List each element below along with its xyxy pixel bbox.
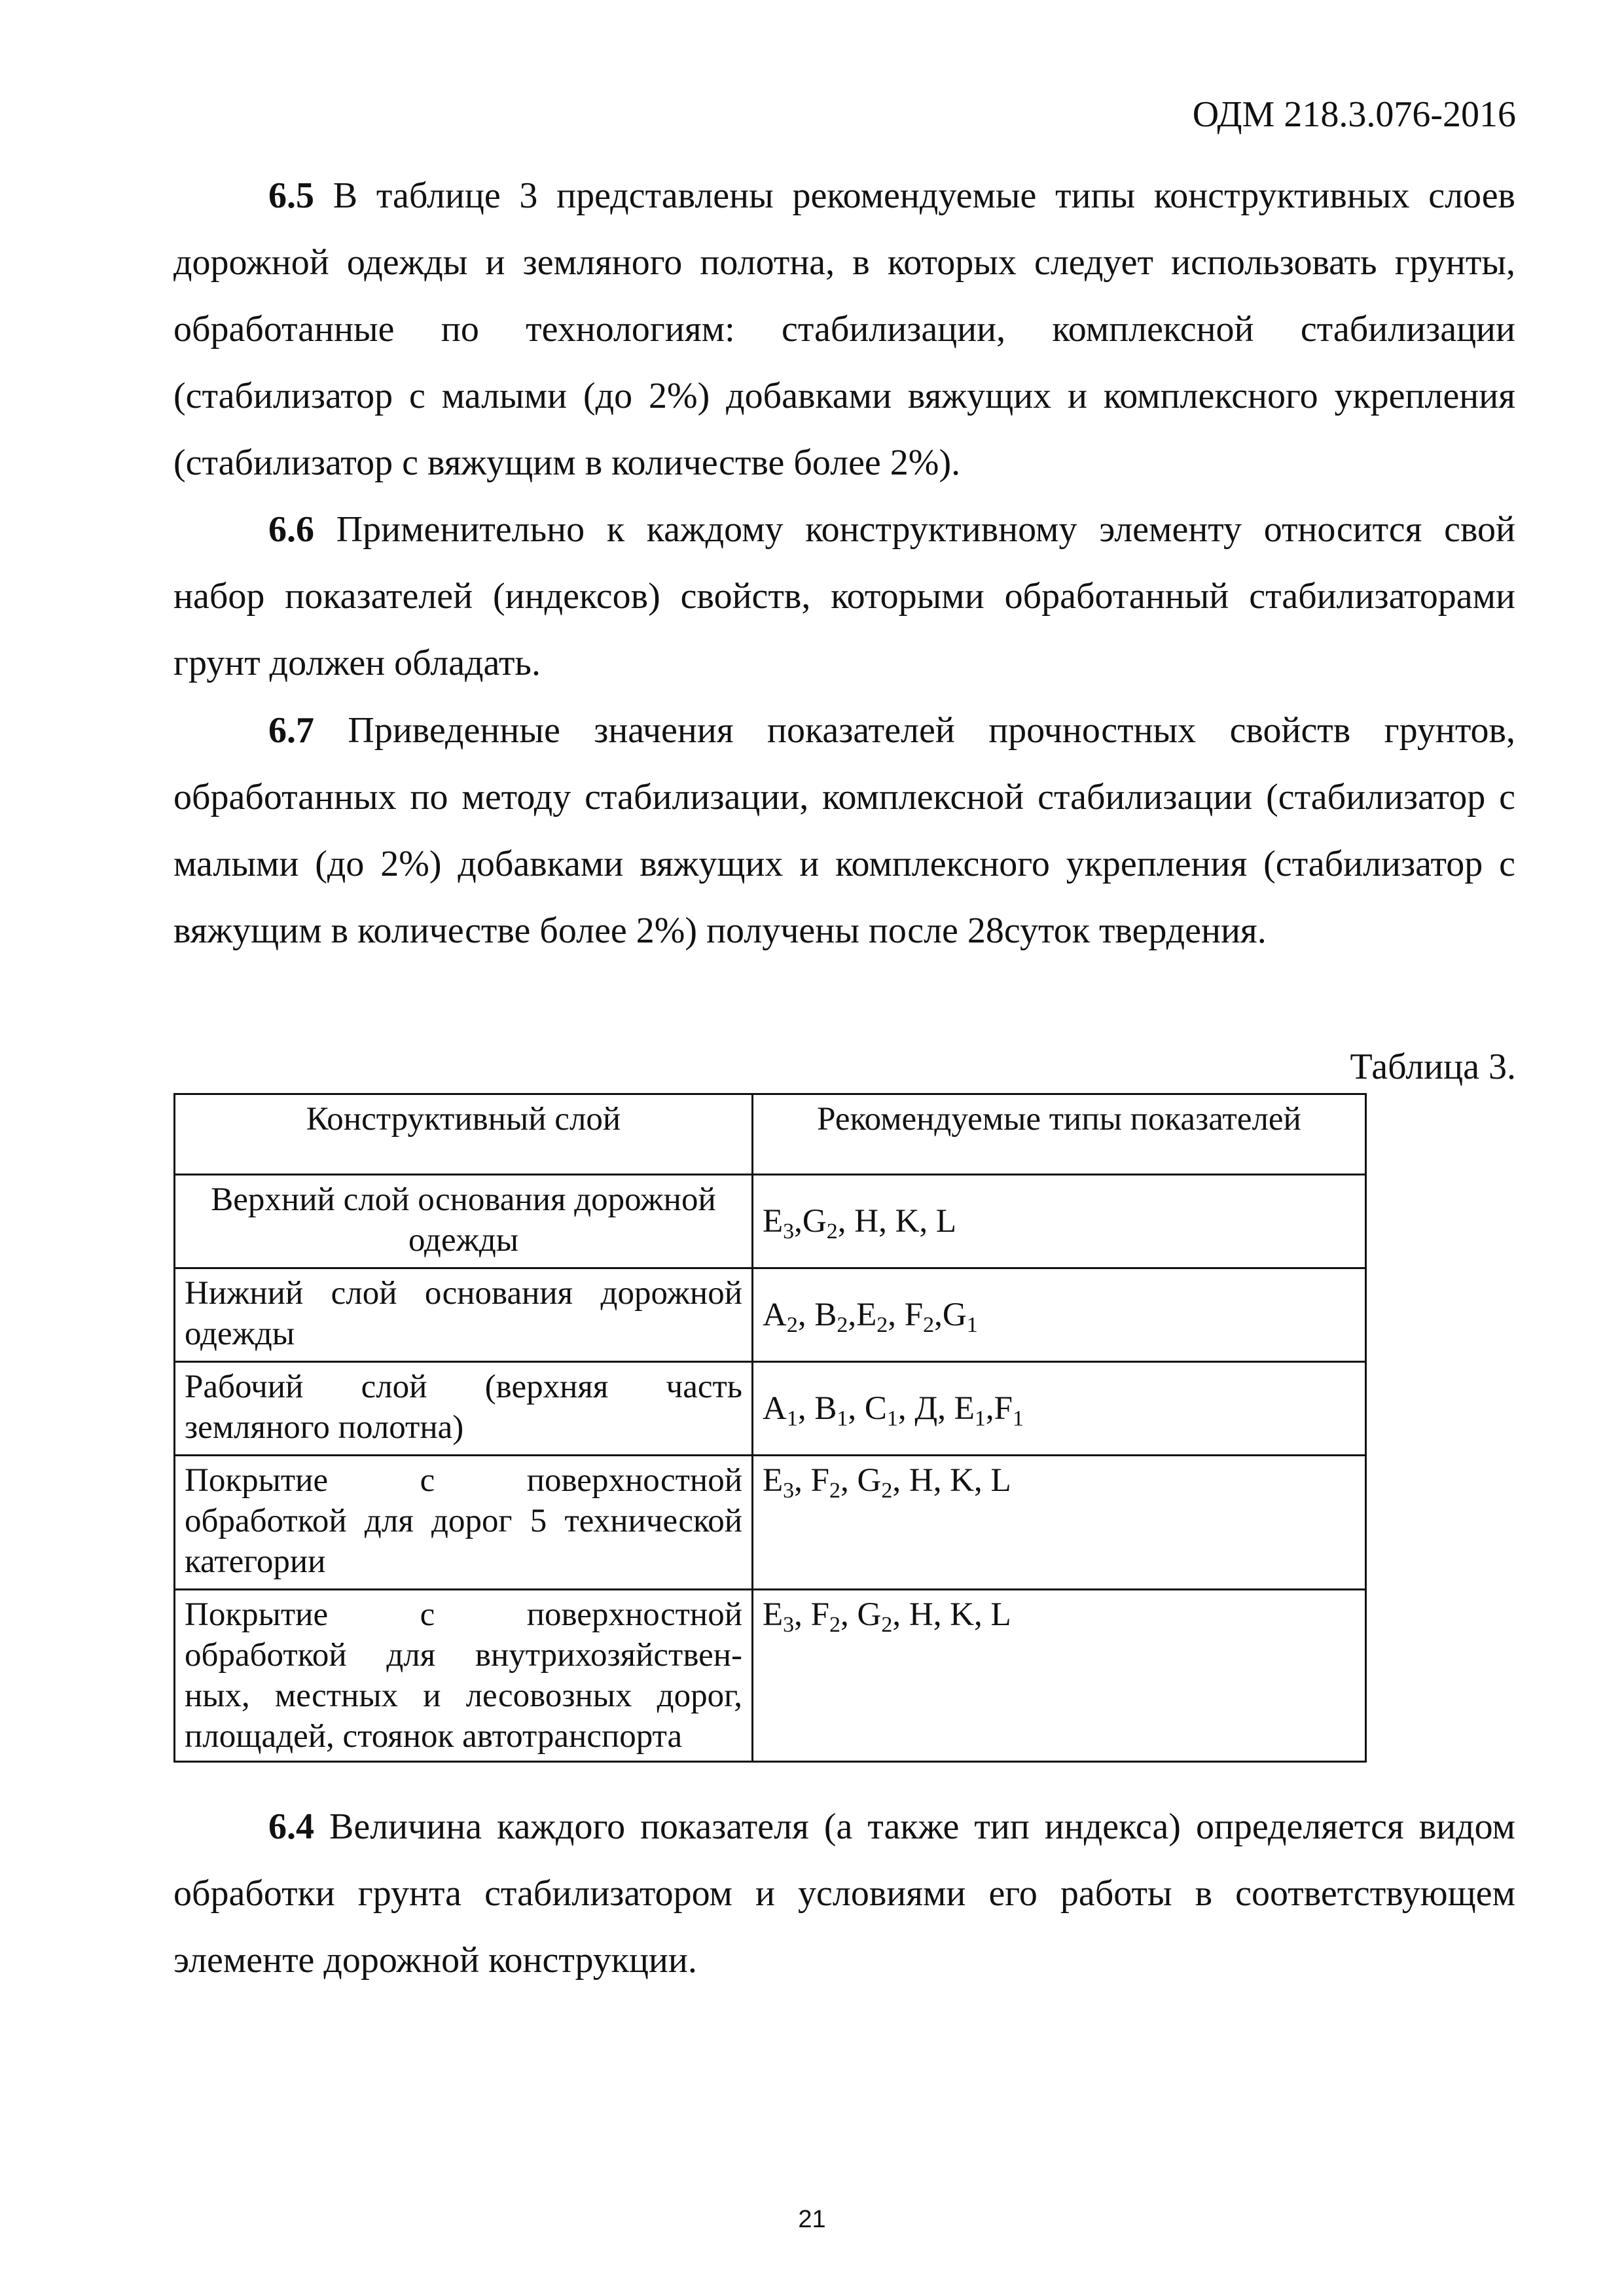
table-caption: Таблица 3. (1350, 1047, 1516, 1087)
paragraph-text: Величина каждого показателя (а также тип индекса) определяется видом обработки грунта стабилизатором и условиями его работы в соответствующем элементе дорожной конструкции. (173, 1806, 1515, 1981)
table-row (175, 1362, 1366, 1456)
table-header-cell: Рекомендуемые типы показателей (753, 1094, 1366, 1175)
table-header-row (175, 1094, 1366, 1175)
table-row (175, 1590, 1366, 1762)
table-row (175, 1456, 1366, 1590)
paragraph-6-7 (173, 697, 1515, 964)
page-number: 21 (798, 2206, 826, 2233)
table-row (175, 1175, 1366, 1268)
layer-cell: Нижний слой основания дорожной одежды (175, 1268, 753, 1362)
paragraph-number: 6.5 (268, 175, 314, 216)
paragraph-6-4 (173, 1793, 1515, 1994)
paragraph-number: 6.6 (268, 509, 314, 550)
indicators-table (173, 1093, 1367, 1763)
paragraph-number: 6.7 (268, 710, 314, 751)
paragraph-text: Приведенные значения показателей прочностных свойств грунтов, обработанных по методу стабилизации, комплексной стабилизации (стабилизатор с малыми (до 2%) добавками вяжущих и комплексного укрепления (стабилизатор с вяжущим в количестве более 2%) получены после 28суток твердения. (173, 710, 1515, 951)
indices-cell: $E_3$, $F_2$, $G_2$, H, K, L (753, 1456, 1366, 1590)
table-header-cell: Конструктивный слой (175, 1094, 753, 1175)
layer-cell: Покрытие с поверхностной обработкой для внутрихозяйствен-ных, местных и лесовозных дорог, площадей, стоянок автотранспорта (175, 1590, 753, 1762)
layer-cell: Покрытие с поверхностной обработкой для дорог 5 технической категории (175, 1456, 753, 1590)
layer-cell: Верхний слой основания дорожной одежды (175, 1175, 753, 1268)
indices-cell: $A_1$, $B_1$, $C_1$, Д, $E_1,F_1$ (753, 1362, 1366, 1456)
layer-cell: Рабочий слой (верхняя часть земляного полотна) (175, 1362, 753, 1456)
paragraph-text: Применительно к каждому конструктивному элементу относится свой набор показателей (индексов) свойств, которыми обработанный стабилизаторами грунт должен обладать. (173, 509, 1515, 683)
indices-cell: $E_3,G_2$, H, K, L (753, 1175, 1366, 1268)
paragraph-6-6 (173, 496, 1515, 696)
document-code: ОДМ 218.3.076-2016 (1192, 94, 1516, 135)
table-row (175, 1268, 1366, 1362)
indices-cell: $A_2$, $B_2,E_2$, $F_2,G_1$ (753, 1268, 1366, 1362)
paragraph-6-5 (173, 162, 1515, 496)
paragraph-number: 6.4 (268, 1806, 314, 1847)
paragraph-text: В таблице 3 представлены рекомендуемые типы конструктивных слоев дорожной одежды и земляного полотна, в которых следует использовать грунты, обработанные по технологиям: стабилизации, комплексной стабилизации (стабилизатор с малыми (до 2%) добавками вяжущих и комплексного укрепления (стабилизатор с вяжущим в количестве более 2%). (173, 175, 1515, 483)
indices-cell: $E_3$, $F_2$, $G_2$, H, K, L (753, 1590, 1366, 1762)
